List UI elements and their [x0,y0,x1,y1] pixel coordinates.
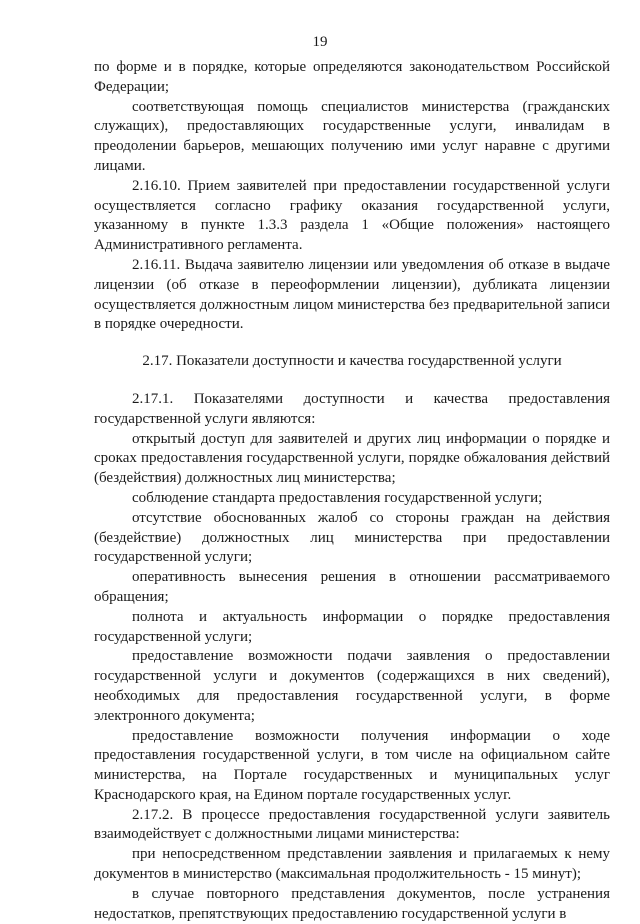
paragraph: полнота и актуальность информации о порядке предоставления государственной услуги; [94,608,610,645]
paragraph: 2.17.1. Показателями доступности и качества предоставления государственной услуги являются: [94,390,610,427]
paragraph: по форме и в порядке, которые определяются законодательством Российской Федерации; [94,59,610,95]
paragraph: 2.16.11. Выдача заявителю лицензии или уведомления об отказе в выдаче лицензии (об отказе в переоформлении лицензии), дубликата лицензии осуществляется должностным лицом министерства без предварительной записи в порядке очередности. [94,256,610,333]
paragraph: открытый доступ для заявителей и других лиц информации о порядке и сроках предоставления государственной услуги, порядке обжалования действий (бездействия) должностных лиц министерства; [94,430,610,487]
paragraph: соблюдение стандарта предоставления государственной услуги; [132,489,543,506]
paragraph: в случае повторного представления документов, после устранения недостатков, препятствующих предоставлению государственной услуги в [94,885,610,922]
document-body [94,58,610,924]
paragraph: соответствующая помощь специалистов министерства (гражданских служащих), предоставляющих государственные услуги, инвалидам в преодолении барьеров, мешающих получению ими услуг наравне с другими лицами. [94,98,610,174]
page-number: 19 [312,34,328,50]
paragraph: предоставление возможности получения информации о ходе предоставления государственной услуги, в том числе на официальном сайте министерства, на Портале государственных и муниципальных услуг Краснодарского края, на Едином портале государственных услуг. [94,727,610,803]
paragraph: 2.17.2. В процессе предоставления государственной услуги заявитель взаимодействует с должностными лицами министерства: [94,806,610,843]
paragraph: оперативность вынесения решения в отношении рассматриваемого обращения; [94,569,610,605]
paragraph: отсутствие обоснованных жалоб со стороны граждан на действия (бездействие) должностных лиц министерства при предоставлении государственной услуги; [94,509,610,566]
section-title: 2.17. Показатели доступности и качества государственной услуги [142,353,562,370]
paragraph: предоставление возможности подачи заявления о предоставлении государственной услуги и документов (содержащихся в них сведений), необходимых для предоставления государственной услуги, в форме электронного документа; [94,648,610,724]
paragraph: при непосредственном представлении заявления и прилагаемых к нему документов в министерство (максимальная продолжительность - 15 минут); [94,846,610,883]
paragraph: 2.16.10. Прием заявителей при предоставлении государственной услуги осуществляется согласно графику оказания государственной услуги, указанному в пункте 1.3.3 раздела 1 «Общие положения» настоящего Административного регламента. [94,177,610,254]
